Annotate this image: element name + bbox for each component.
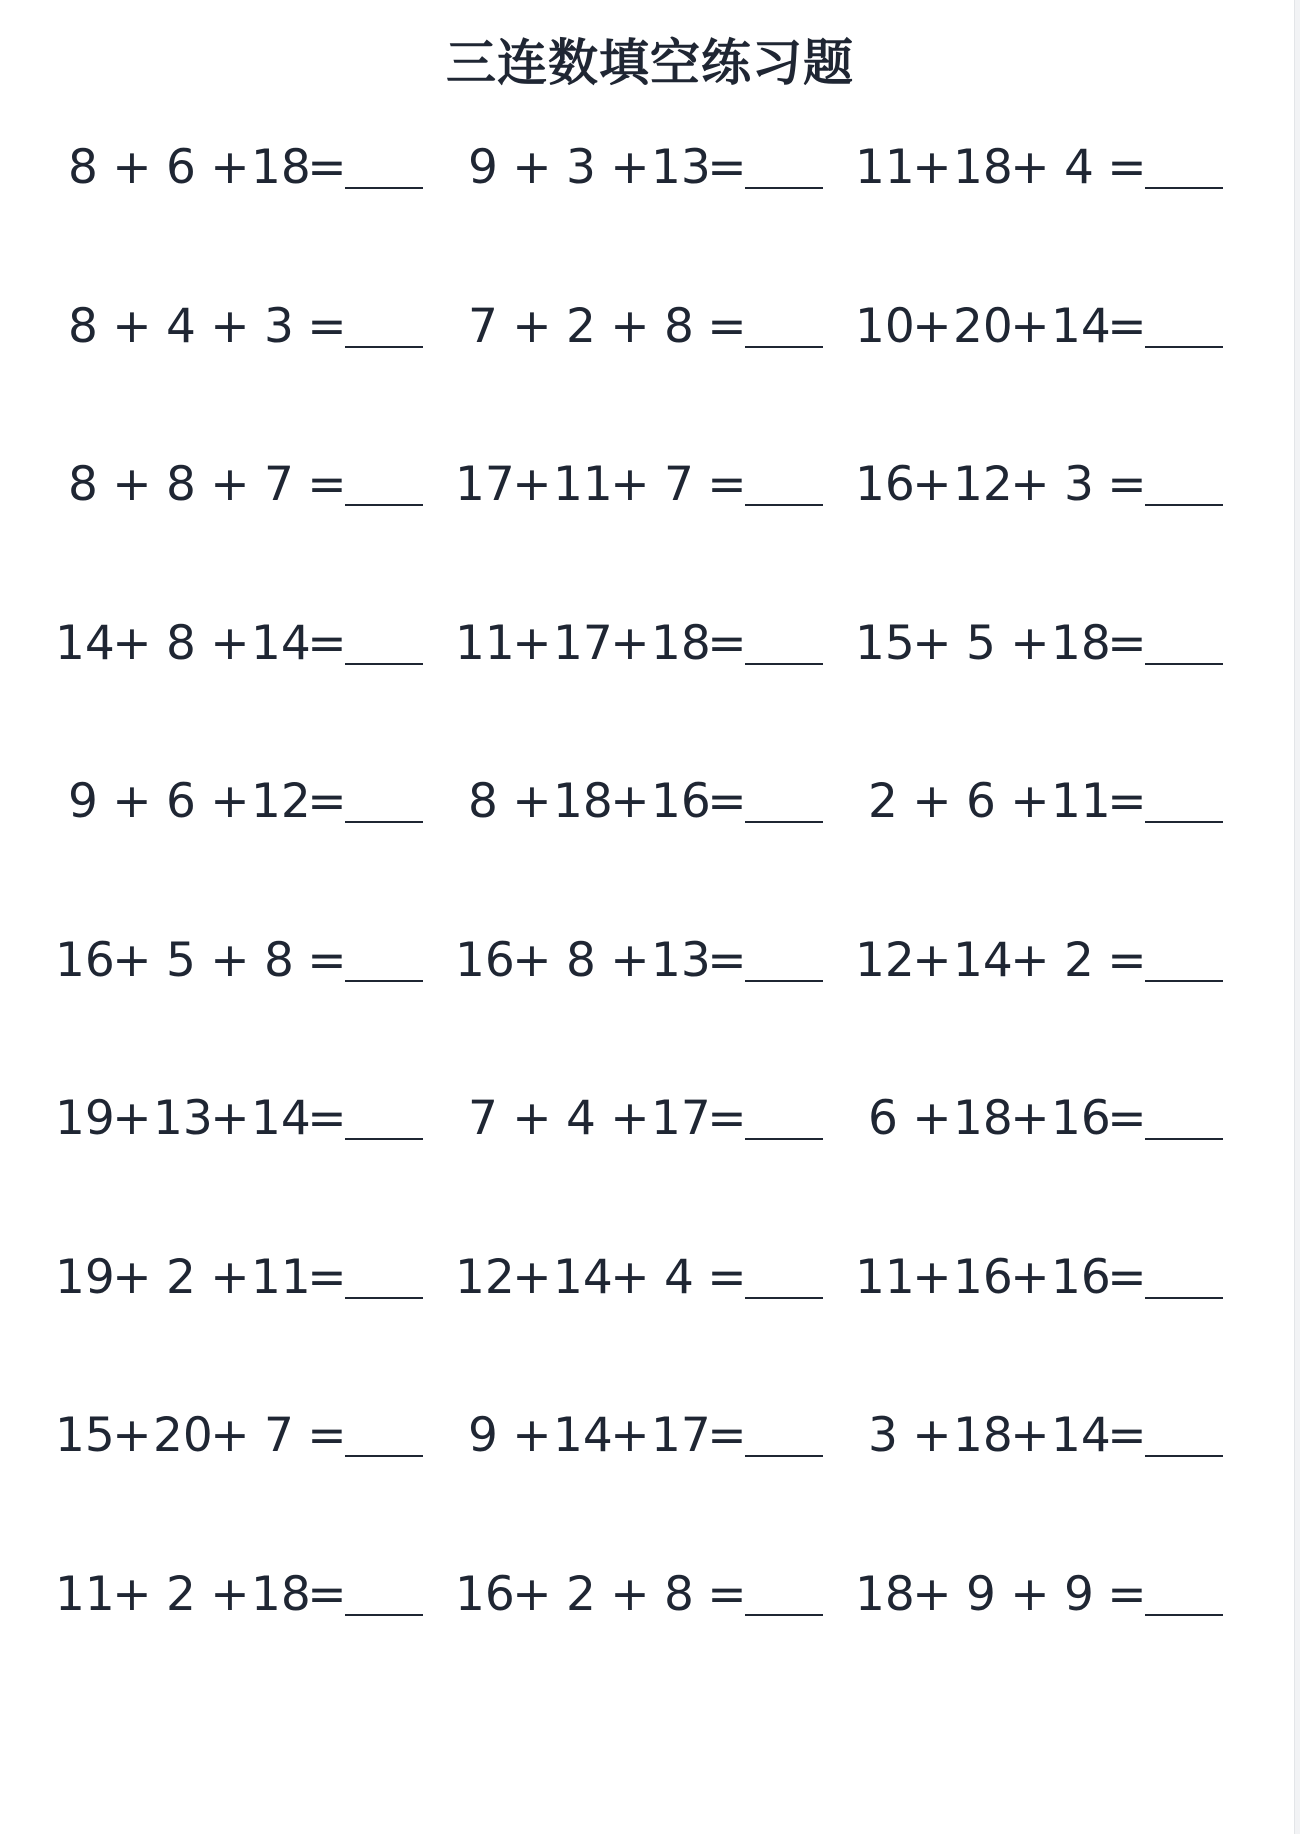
third-addend: 16 xyxy=(1051,1249,1111,1305)
addition-problem xyxy=(55,762,455,842)
answer-blank[interactable] xyxy=(345,1614,423,1616)
first-addend: 16 xyxy=(455,1566,515,1622)
second-addend: 18 xyxy=(953,1408,1013,1463)
first-addend: 2 xyxy=(868,774,898,829)
addition-problem xyxy=(55,1555,455,1635)
first-addend: 8 xyxy=(68,457,98,512)
second-addend: 2 xyxy=(166,1566,196,1622)
plus-sign: + xyxy=(610,1249,650,1305)
answer-blank[interactable] xyxy=(1145,821,1223,823)
second-addend: 17 xyxy=(553,615,613,671)
problem-row xyxy=(55,604,1255,763)
addition-problem xyxy=(455,604,855,684)
plus-sign: + xyxy=(912,457,952,512)
first-addend: 19 xyxy=(55,1249,115,1305)
plus-sign: + xyxy=(512,932,552,988)
second-addend: 8 xyxy=(166,615,196,671)
plus-sign: + xyxy=(512,1566,552,1622)
answer-blank[interactable] xyxy=(745,980,823,982)
first-addend: 8 xyxy=(468,774,498,829)
third-addend: 17 xyxy=(651,1408,711,1463)
equals-sign: = xyxy=(707,774,747,829)
third-addend: 4 xyxy=(664,1249,694,1305)
equals-sign: = xyxy=(707,932,747,988)
second-addend: 14 xyxy=(953,932,1013,988)
equals-sign: = xyxy=(707,1408,747,1463)
answer-blank[interactable] xyxy=(345,663,423,665)
first-addend: 14 xyxy=(55,615,115,671)
equals-sign: = xyxy=(1107,457,1147,512)
plus-sign: + xyxy=(1010,774,1050,829)
plus-sign: + xyxy=(912,774,952,829)
first-addend: 16 xyxy=(55,932,115,988)
equals-sign: = xyxy=(1107,932,1147,988)
first-addend: 10 xyxy=(855,298,915,354)
plus-sign: + xyxy=(1010,1408,1050,1463)
first-addend: 15 xyxy=(855,615,915,671)
answer-blank[interactable] xyxy=(1145,980,1223,982)
third-addend: 13 xyxy=(651,140,711,195)
plus-sign: + xyxy=(1010,615,1050,671)
second-addend: 4 xyxy=(566,1091,596,1146)
problem-row xyxy=(55,921,1255,1080)
plus-sign: + xyxy=(912,1408,952,1463)
third-addend: 13 xyxy=(651,932,711,988)
second-addend: 12 xyxy=(953,457,1013,512)
third-addend: 14 xyxy=(251,615,311,671)
second-addend: 20 xyxy=(153,1408,213,1463)
problem-row xyxy=(55,445,1255,604)
addition-problem xyxy=(55,1079,455,1159)
third-addend: 8 xyxy=(264,932,294,988)
first-addend: 12 xyxy=(855,932,915,988)
plus-sign: + xyxy=(610,615,650,671)
answer-blank[interactable] xyxy=(1145,1614,1223,1616)
plus-sign: + xyxy=(610,774,650,829)
third-addend: 16 xyxy=(651,774,711,829)
plus-sign: + xyxy=(912,615,952,671)
plus-sign: + xyxy=(210,1566,250,1622)
addition-problem xyxy=(455,762,855,842)
plus-sign: + xyxy=(610,298,650,354)
first-addend: 17 xyxy=(455,457,515,512)
addition-problem xyxy=(855,287,1255,367)
plus-sign: + xyxy=(512,1408,552,1463)
plus-sign: + xyxy=(1010,140,1050,195)
problem-grid xyxy=(55,128,1255,1713)
first-addend: 9 xyxy=(468,1408,498,1463)
addition-problem xyxy=(55,1396,455,1476)
third-addend: 4 xyxy=(1064,140,1094,195)
third-addend: 9 xyxy=(1064,1566,1094,1622)
plus-sign: + xyxy=(512,1249,552,1305)
answer-blank[interactable] xyxy=(345,1297,423,1299)
addition-problem xyxy=(55,604,455,684)
answer-blank[interactable] xyxy=(745,1614,823,1616)
plus-sign: + xyxy=(112,615,152,671)
second-addend: 2 xyxy=(566,298,596,354)
equals-sign: = xyxy=(707,1091,747,1146)
plus-sign: + xyxy=(210,298,250,354)
equals-sign: = xyxy=(1107,1566,1147,1622)
addition-problem xyxy=(55,445,455,525)
answer-blank[interactable] xyxy=(1145,663,1223,665)
plus-sign: + xyxy=(112,1408,152,1463)
third-addend: 7 xyxy=(264,1408,294,1463)
third-addend: 3 xyxy=(264,298,294,354)
equals-sign: = xyxy=(1107,1091,1147,1146)
plus-sign: + xyxy=(210,457,250,512)
equals-sign: = xyxy=(307,1091,347,1146)
first-addend: 8 xyxy=(68,298,98,354)
second-addend: 2 xyxy=(166,1249,196,1305)
plus-sign: + xyxy=(210,774,250,829)
second-addend: 2 xyxy=(566,1566,596,1622)
problem-row xyxy=(55,1079,1255,1238)
plus-sign: + xyxy=(210,1249,250,1305)
plus-sign: + xyxy=(1010,1091,1050,1146)
answer-blank[interactable] xyxy=(345,346,423,348)
equals-sign: = xyxy=(307,1566,347,1622)
third-addend: 7 xyxy=(264,457,294,512)
third-addend: 3 xyxy=(1064,457,1094,512)
plus-sign: + xyxy=(512,140,552,195)
equals-sign: = xyxy=(707,615,747,671)
page-title: 三连数填空练习题 xyxy=(446,34,854,92)
addition-problem xyxy=(855,1238,1255,1318)
addition-problem xyxy=(455,1555,855,1635)
addition-problem xyxy=(855,128,1255,208)
plus-sign: + xyxy=(210,1091,250,1146)
plus-sign: + xyxy=(512,457,552,512)
answer-blank[interactable] xyxy=(345,980,423,982)
answer-blank[interactable] xyxy=(345,821,423,823)
addition-problem xyxy=(455,921,855,1001)
first-addend: 16 xyxy=(855,457,915,512)
plus-sign: + xyxy=(210,932,250,988)
answer-blank[interactable] xyxy=(745,187,823,189)
third-addend: 18 xyxy=(251,140,311,195)
third-addend: 18 xyxy=(1051,615,1111,671)
plus-sign: + xyxy=(112,1566,152,1622)
second-addend: 18 xyxy=(553,774,613,829)
second-addend: 14 xyxy=(553,1249,613,1305)
answer-blank[interactable] xyxy=(1145,1138,1223,1140)
third-addend: 17 xyxy=(651,1091,711,1146)
answer-blank[interactable] xyxy=(345,504,423,506)
third-addend: 18 xyxy=(651,615,711,671)
plus-sign: + xyxy=(912,1249,952,1305)
second-addend: 6 xyxy=(966,774,996,829)
equals-sign: = xyxy=(1107,615,1147,671)
answer-blank[interactable] xyxy=(1145,1455,1223,1457)
third-addend: 14 xyxy=(251,1091,311,1146)
plus-sign: + xyxy=(912,1091,952,1146)
third-addend: 8 xyxy=(664,1566,694,1622)
equals-sign: = xyxy=(707,457,747,512)
first-addend: 11 xyxy=(855,140,915,195)
first-addend: 11 xyxy=(455,615,515,671)
plus-sign: + xyxy=(610,1408,650,1463)
plus-sign: + xyxy=(210,140,250,195)
answer-blank[interactable] xyxy=(745,346,823,348)
equals-sign: = xyxy=(307,1408,347,1463)
plus-sign: + xyxy=(912,140,952,195)
addition-problem xyxy=(855,445,1255,525)
equals-sign: = xyxy=(707,1249,747,1305)
second-addend: 6 xyxy=(166,774,196,829)
first-addend: 18 xyxy=(855,1566,915,1622)
answer-blank[interactable] xyxy=(1145,504,1223,506)
addition-problem xyxy=(55,128,455,208)
first-addend: 11 xyxy=(855,1249,915,1305)
equals-sign: = xyxy=(307,774,347,829)
plus-sign: + xyxy=(1010,932,1050,988)
third-addend: 12 xyxy=(251,774,311,829)
second-addend: 14 xyxy=(553,1408,613,1463)
addition-problem xyxy=(55,1238,455,1318)
problem-row xyxy=(55,1238,1255,1397)
second-addend: 11 xyxy=(553,457,613,512)
plus-sign: + xyxy=(210,615,250,671)
equals-sign: = xyxy=(307,1249,347,1305)
first-addend: 16 xyxy=(455,932,515,988)
third-addend: 11 xyxy=(1051,774,1111,829)
plus-sign: + xyxy=(512,298,552,354)
second-addend: 18 xyxy=(953,1091,1013,1146)
second-addend: 3 xyxy=(566,140,596,195)
second-addend: 8 xyxy=(566,932,596,988)
addition-problem xyxy=(855,1079,1255,1159)
equals-sign: = xyxy=(707,1566,747,1622)
answer-blank[interactable] xyxy=(745,1138,823,1140)
second-addend: 6 xyxy=(166,140,196,195)
second-addend: 20 xyxy=(953,298,1013,354)
addition-problem xyxy=(855,762,1255,842)
plus-sign: + xyxy=(112,1249,152,1305)
answer-blank[interactable] xyxy=(745,1297,823,1299)
answer-blank[interactable] xyxy=(745,663,823,665)
first-addend: 7 xyxy=(468,298,498,354)
plus-sign: + xyxy=(112,457,152,512)
second-addend: 5 xyxy=(166,932,196,988)
third-addend: 14 xyxy=(1051,298,1111,354)
equals-sign: = xyxy=(307,615,347,671)
second-addend: 4 xyxy=(166,298,196,354)
addition-problem xyxy=(455,445,855,525)
first-addend: 12 xyxy=(455,1249,515,1305)
addition-problem xyxy=(55,287,455,367)
second-addend: 9 xyxy=(966,1566,996,1622)
addition-problem xyxy=(455,128,855,208)
first-addend: 11 xyxy=(55,1566,115,1622)
equals-sign: = xyxy=(307,298,347,354)
second-addend: 5 xyxy=(966,615,996,671)
addition-problem xyxy=(855,921,1255,1001)
plus-sign: + xyxy=(512,615,552,671)
plus-sign: + xyxy=(112,140,152,195)
problem-row xyxy=(55,1555,1255,1714)
plus-sign: + xyxy=(512,774,552,829)
third-addend: 16 xyxy=(1051,1091,1111,1146)
third-addend: 11 xyxy=(251,1249,311,1305)
plus-sign: + xyxy=(112,298,152,354)
problem-row xyxy=(55,762,1255,921)
equals-sign: = xyxy=(307,457,347,512)
plus-sign: + xyxy=(112,1091,152,1146)
equals-sign: = xyxy=(707,298,747,354)
addition-problem xyxy=(855,1555,1255,1635)
plus-sign: + xyxy=(112,932,152,988)
equals-sign: = xyxy=(1107,774,1147,829)
answer-blank[interactable] xyxy=(745,1455,823,1457)
third-addend: 14 xyxy=(1051,1408,1111,1463)
plus-sign: + xyxy=(610,1566,650,1622)
second-addend: 18 xyxy=(953,140,1013,195)
first-addend: 8 xyxy=(68,140,98,195)
plus-sign: + xyxy=(1010,1249,1050,1305)
addition-problem xyxy=(455,1079,855,1159)
plus-sign: + xyxy=(112,774,152,829)
plus-sign: + xyxy=(912,298,952,354)
equals-sign: = xyxy=(1107,1408,1147,1463)
answer-blank[interactable] xyxy=(345,187,423,189)
answer-blank[interactable] xyxy=(745,821,823,823)
addition-problem xyxy=(455,287,855,367)
problem-row xyxy=(55,128,1255,287)
answer-blank[interactable] xyxy=(345,1138,423,1140)
third-addend: 7 xyxy=(664,457,694,512)
answer-blank[interactable] xyxy=(1145,1297,1223,1299)
problem-row xyxy=(55,1396,1255,1555)
first-addend: 6 xyxy=(868,1091,898,1146)
plus-sign: + xyxy=(912,932,952,988)
first-addend: 7 xyxy=(468,1091,498,1146)
first-addend: 9 xyxy=(468,140,498,195)
plus-sign: + xyxy=(512,1091,552,1146)
first-addend: 3 xyxy=(868,1408,898,1463)
plus-sign: + xyxy=(210,1408,250,1463)
addition-problem xyxy=(855,1396,1255,1476)
first-addend: 19 xyxy=(55,1091,115,1146)
addition-problem xyxy=(455,1396,855,1476)
plus-sign: + xyxy=(610,457,650,512)
answer-blank[interactable] xyxy=(345,1455,423,1457)
plus-sign: + xyxy=(610,1091,650,1146)
plus-sign: + xyxy=(1010,457,1050,512)
equals-sign: = xyxy=(707,140,747,195)
third-addend: 18 xyxy=(251,1566,311,1622)
equals-sign: = xyxy=(307,932,347,988)
answer-blank[interactable] xyxy=(1145,187,1223,189)
third-addend: 8 xyxy=(664,298,694,354)
addition-problem xyxy=(55,921,455,1001)
first-addend: 15 xyxy=(55,1408,115,1463)
plus-sign: + xyxy=(1010,298,1050,354)
second-addend: 16 xyxy=(953,1249,1013,1305)
third-addend: 2 xyxy=(1064,932,1094,988)
plus-sign: + xyxy=(610,932,650,988)
equals-sign: = xyxy=(1107,298,1147,354)
equals-sign: = xyxy=(1107,1249,1147,1305)
answer-blank[interactable] xyxy=(1145,346,1223,348)
addition-problem xyxy=(855,604,1255,684)
plus-sign: + xyxy=(610,140,650,195)
answer-blank[interactable] xyxy=(745,504,823,506)
plus-sign: + xyxy=(1010,1566,1050,1622)
equals-sign: = xyxy=(1107,140,1147,195)
second-addend: 13 xyxy=(153,1091,213,1146)
equals-sign: = xyxy=(307,140,347,195)
second-addend: 8 xyxy=(166,457,196,512)
plus-sign: + xyxy=(912,1566,952,1622)
problem-row xyxy=(55,287,1255,446)
addition-problem xyxy=(455,1238,855,1318)
first-addend: 9 xyxy=(68,774,98,829)
